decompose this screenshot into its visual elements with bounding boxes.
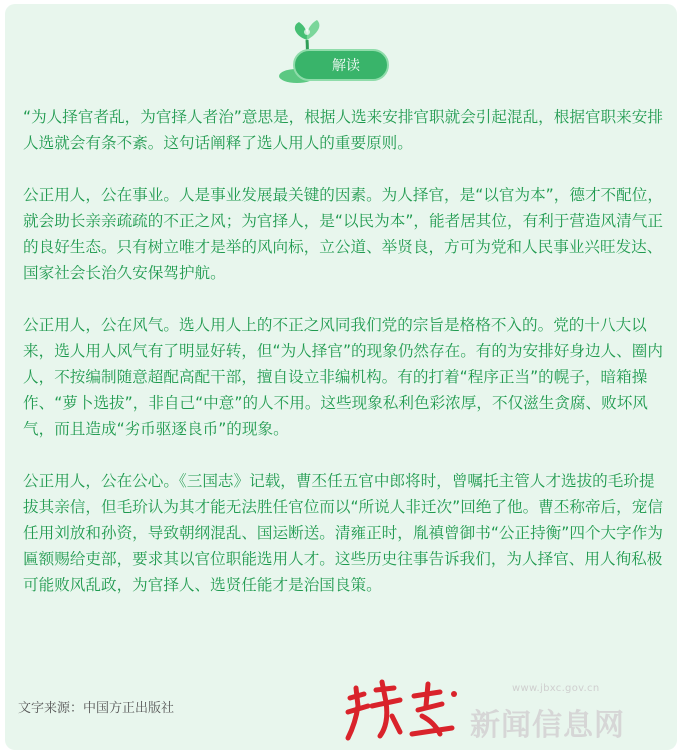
paragraph: “为人择官者乱，为官择人者治”意思是，根据人选来安排官职就会引起混乱，根据官职来安排人选就会有条不紊。这句话阐释了选人用人的重要原则。 — [23, 108, 663, 152]
article-card — [5, 4, 677, 750]
watermark-url: www.jbxc.gov.cn — [512, 683, 600, 694]
paragraph: 公正用人，公在事业。人是事业发展最关键的因素。为人择官，是“以官为本”，德才不配位，就会助长亲亲疏疏的不正之风；为官择人，是“以民为本”，能者居其位，有利于营造风清气正的良好生态。只有树立唯才是举的风向标，立公道、举贤良，方可为党和人民事业兴旺发达、国家社会长治久安保驾护航。 — [23, 186, 663, 282]
source-credit: 文字来源：中国方正出版社 — [18, 701, 175, 716]
paragraph: 公正用人，公在风气。选人用人上的不正之风同我们党的宗旨是格格不入的。党的十八大以来，选人用人风气有了明显好转，但“为人择官”的现象仍然存在。有的为安排好身边人、圈内人，不按编制随意超配高配干部，擅自设立非编机构。有的打着“程序正当”的幌子，暗箱操作、“萝卜选拔”，非自己“中意”的人不用。这些现象私利色彩浓厚，不仅滋生贪腐、败坏风气，而且造成“劣币驱逐良币”的现象。 — [23, 316, 663, 438]
watermark-title: 新闻信息网 — [470, 708, 625, 743]
calligraphy-logo — [342, 676, 472, 746]
interpretation-badge — [293, 49, 389, 81]
header — [5, 16, 677, 86]
badge-label: 解读 — [332, 58, 360, 74]
article-body — [23, 104, 663, 624]
paragraph: 公正用人，公在公心。《三国志》记载，曹丕任五官中郎将时，曾嘱托主管人才选拔的毛玠提拔其亲信，但毛玠认为其才能无法胜任官位而以“所说人非迁次”回绝了他。曹丕称帝后，宠信任用刘放和孙资，导致朝纲混乱、国运断送。清雍正时，胤禛曾御书“公正持衡”四个大字作为匾额赐给吏部，要求其以官位职能选用人才。这些历史往事告诉我们，为人择官、用人徇私极可能败风乱政，为官择人、选贤任能才是治国良策。 — [23, 472, 663, 594]
